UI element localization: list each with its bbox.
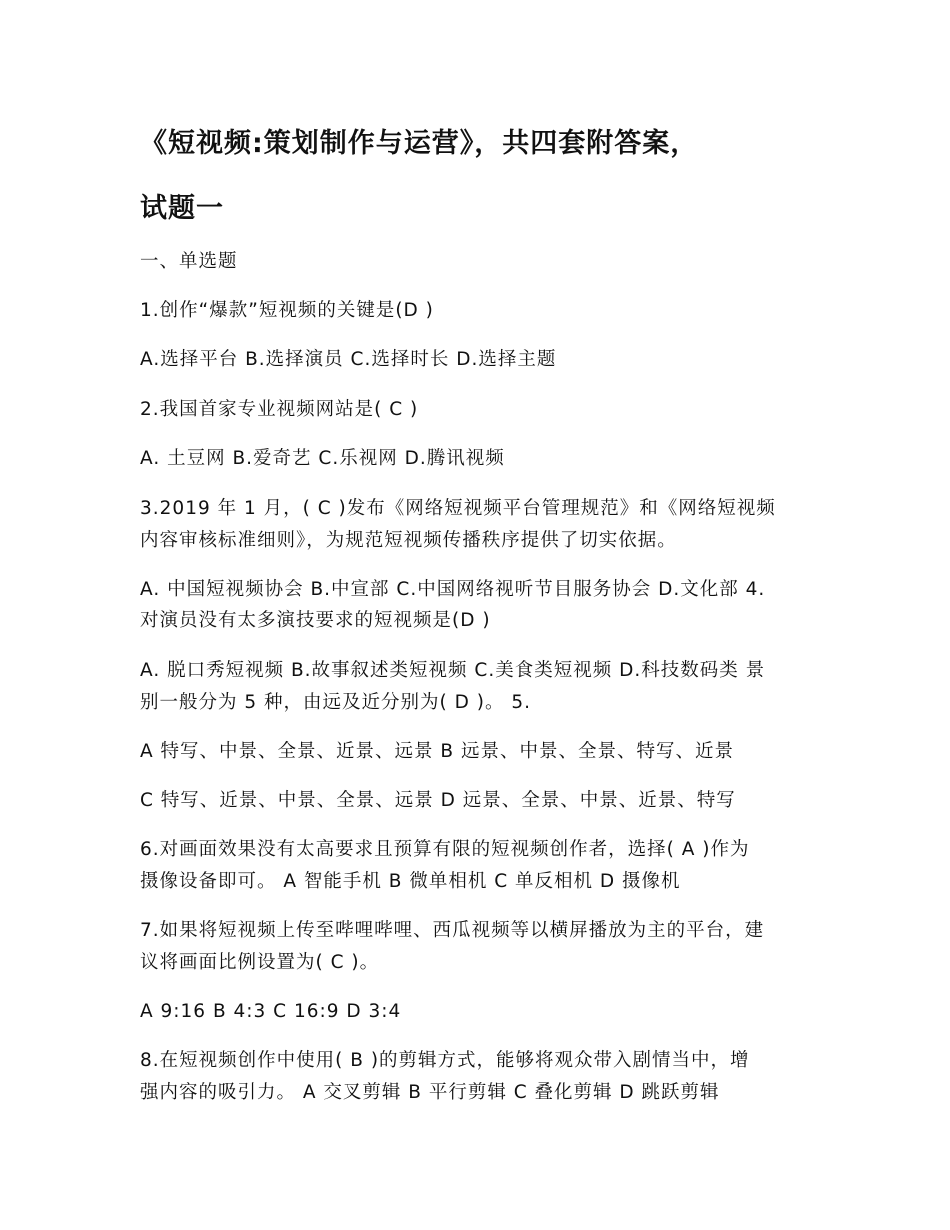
question-2: 2.我国首家专业视频网站是( C ) (140, 399, 419, 420)
question-1: 1.创作“爆款”短视频的关键是(D ) (140, 300, 434, 321)
question-1-options: A.选择平台 B.选择演员 C.选择时长 D.选择主题 (140, 349, 557, 370)
question-4-options: A. 脱口秀短视频 B.故事叙述类短视频 C.美食类短视频 D.科技数码类 景 (140, 660, 766, 681)
question-3-options: A. 中国短视频协会 B.中宣部 C.中国网络视听节目服务协会 D.文化部 4. (140, 579, 766, 600)
document-subtitle: 试题一 (140, 193, 224, 224)
question-8-line1: 8.在短视频创作中使用( B )的剪辑方式，能够将观众带入剧情当中，增 (140, 1050, 750, 1071)
question-7-line2: 议将画面比例设置为( C )。 (140, 952, 380, 973)
question-2-options: A. 土豆网 B.爱奇艺 C.乐视网 D.腾讯视频 (140, 448, 505, 469)
question-5-options-cd: C 特写、近景、中景、全景、远景 D 远景、全景、中景、近景、特写 (140, 790, 736, 811)
question-5: 别一般分为 5 种，由远及近分别为( D )。 5. (140, 692, 532, 713)
section-heading: 一、单选题 (140, 251, 238, 272)
question-7-line1: 7.如果将短视频上传至哔哩哔哩、西瓜视频等以横屏播放为主的平台，建 (140, 920, 765, 941)
question-6-line1: 6.对画面效果没有太高要求且预算有限的短视频创作者，选择( A )作为 (140, 839, 750, 860)
question-5-options-ab: A 特写、中景、全景、近景、远景 B 远景、中景、全景、特写、近景 (140, 741, 734, 762)
question-3-line1: 3.2019 年 1 月，( C )发布《网络短视频平台管理规范》和《网络短视频 (140, 498, 776, 519)
document-title: 《短视频:策划制作与运营》，共四套附答案， (140, 128, 699, 159)
question-8-line2: 强内容的吸引力。 A 交叉剪辑 B 平行剪辑 C 叠化剪辑 D 跳跃剪辑 (140, 1082, 720, 1103)
question-4: 对演员没有太多演技要求的短视频是(D ) (140, 610, 491, 631)
question-6-line2: 摄像设备即可。 A 智能手机 B 微单相机 C 单反相机 D 摄像机 (140, 871, 681, 892)
question-3-line2: 内容审核标准细则》，为规范短视频传播秩序提供了切实依据。 (140, 530, 677, 551)
question-7-options: A 9:16 B 4:3 C 16:9 D 3:4 (140, 1001, 402, 1022)
